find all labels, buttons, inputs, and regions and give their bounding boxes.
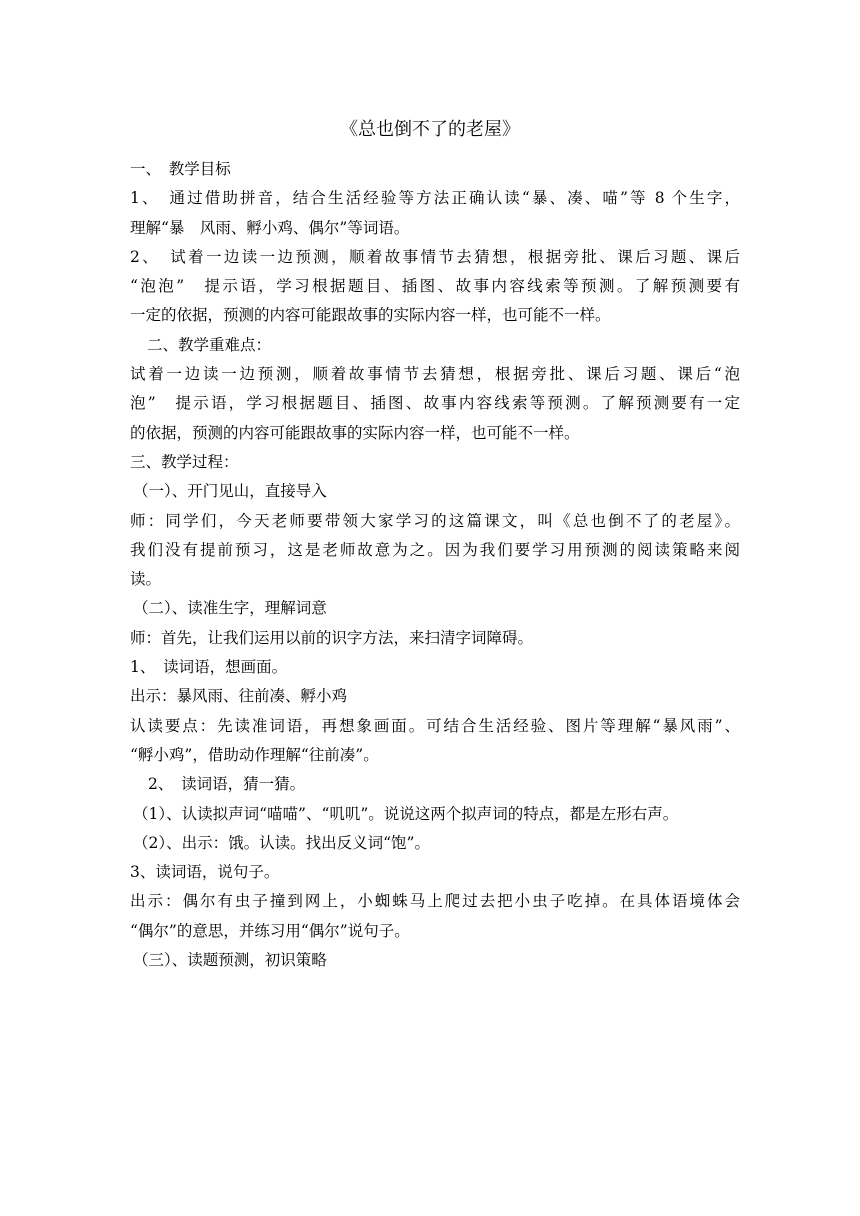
subsection-heading: （三）、读题预测，初识策略 (133, 951, 327, 970)
paragraph-line: 读。 (130, 570, 162, 589)
paragraph-line: 一定的依据，预测的内容可能跟故事的实际内容一样，也可能不一样。 (130, 306, 611, 325)
document-body (130, 155, 740, 975)
section-heading-key-points: 二、教学重难点： (147, 335, 272, 354)
paragraph-line: 理解“暴 风雨、孵小鸡、偶尔”等词语。 (130, 218, 410, 237)
subsection-heading: （一）、开门见山，直接导入 (133, 482, 327, 501)
paragraph-line: 试着一边读一边预测，顺着故事情节去猜想，根据旁批、课后习题、课后“泡 (130, 365, 740, 384)
section-heading-objectives: 一、 教学目标 (130, 160, 231, 178)
paragraph-line: “孵小鸡”，借助动作理解“往前凑”。 (130, 745, 379, 764)
paragraph-line: （2）、出示：饿。认读。找出反义词“饱”。 (133, 833, 430, 852)
paragraph-line: 2、 试着一边读一边预测，顺着故事情节去猜想，根据旁批、课后习题、课后 (130, 247, 740, 266)
paragraph-line: 我们没有提前预习，这是老师故意为之。因为我们要学习用预测的阅读策略来阅 (130, 540, 740, 559)
paragraph-line: 泡” 提示语，学习根据题目、插图、故事内容线索等预测。了解预测要有一定 (130, 394, 740, 413)
paragraph-line: 师：同学们，今天老师要带领大家学习的这篇课文，叫《总也倒不了的老屋》。 (130, 511, 740, 530)
document-title: 《总也倒不了的老屋》 (340, 119, 520, 140)
section-heading-process: 三、教学过程： (130, 452, 239, 471)
paragraph-line: 认读要点：先读准词语，再想象画面。可结合生活经验、图片等理解“暴风雨”、 (130, 716, 740, 735)
paragraph-line: （1）、认读拟声词“喵喵”、“叽叽”。说说这两个拟声词的特点，都是左形右声。 (133, 804, 679, 823)
paragraph-line: 出示：暴风雨、往前凑、孵小鸡 (130, 687, 348, 706)
paragraph-line: 师：首先，让我们运用以前的识字方法，来扫清字词障碍。 (130, 628, 534, 647)
paragraph-line: 的依据，预测的内容可能跟故事的实际内容一样，也可能不一样。 (130, 423, 580, 442)
list-item: 2、 读词语，猜一猜。 (148, 775, 306, 794)
paragraph-line: 出示：偶尔有虫子撞到网上，小蜘蛛马上爬过去把小虫子吃掉。在具体语境体会 (130, 892, 740, 911)
paragraph-line: “泡泡” 提示语，学习根据题目、插图、故事内容线索等预测。了解预测要有 (130, 277, 740, 296)
subsection-heading: （二）、读准生字，理解词意 (133, 599, 327, 618)
paragraph-line: “偶尔”的意思，并练习用“偶尔”说句子。 (130, 921, 410, 940)
list-item: 1、 读词语，想画面。 (130, 658, 288, 677)
paragraph-line: 1、 通过借助拼音，结合生活经验等方法正确认读“暴、凑、喵”等 8 个生字， (130, 189, 740, 208)
list-item: 3、读词语，说句子。 (130, 863, 280, 882)
